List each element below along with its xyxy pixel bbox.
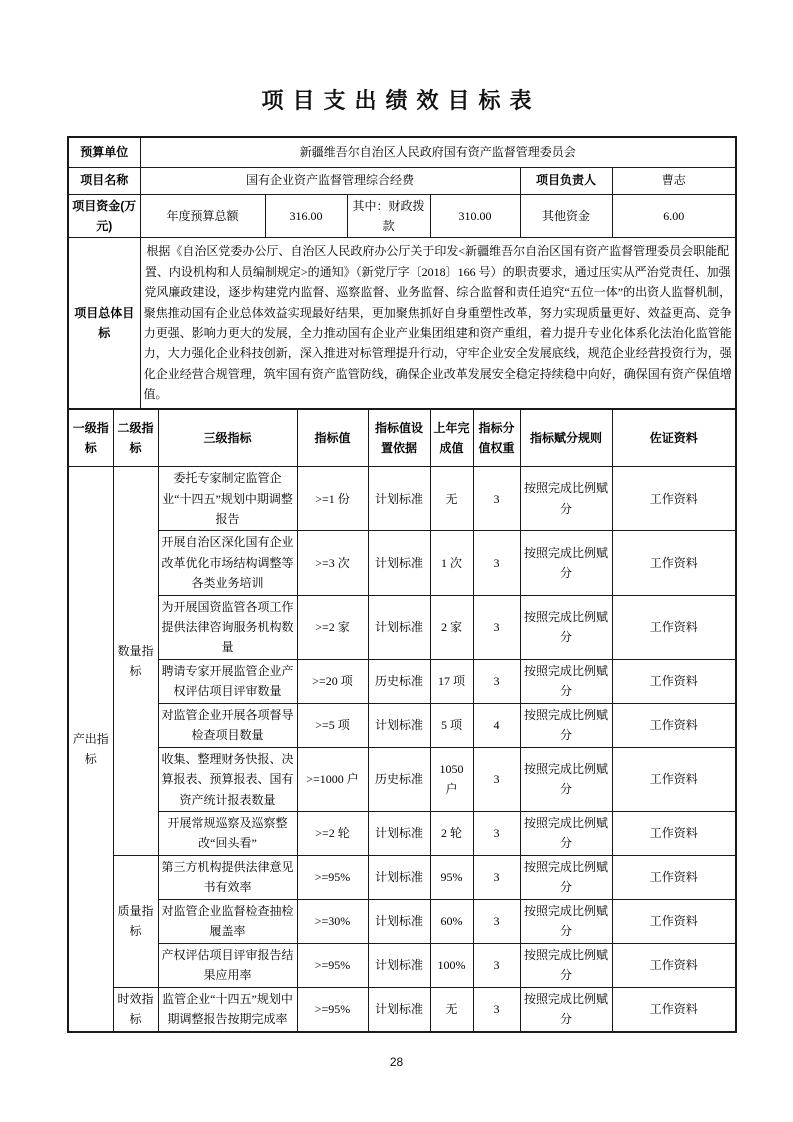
budget-unit-label: 预算单位 [68,137,140,167]
level3-indicator-cell: 开展常规巡察及巡察整改“回头看” [158,811,297,855]
indicator-row [68,659,736,703]
basis-cell: 计划标准 [368,987,430,1031]
rule-cell: 按照完成比例赋分 [520,899,612,943]
last-year-cell: 95% [430,855,473,899]
evidence-cell: 工作资料 [612,811,736,855]
rule-cell: 按照完成比例赋分 [520,987,612,1031]
overall-goal-row [68,238,736,409]
last-year-cell: 5 项 [430,703,473,747]
project-name-row [68,167,736,194]
basis-cell: 计划标准 [368,467,430,531]
column-header-level1: 一级指标 [68,409,113,467]
evidence-cell: 工作资料 [612,855,736,899]
indicator-row [68,943,736,987]
fiscal-allocation-label: 其中：财政拨款 [347,194,430,238]
level3-indicator-cell: 为开展国资监管各项工作提供法律咨询服务机构数量 [158,595,297,659]
indicator-row [68,595,736,659]
level1-indicator-output: 产出指标 [68,467,113,1032]
project-info-table [67,136,737,410]
indicator-row [68,703,736,747]
annual-budget-value: 316.00 [265,194,347,238]
indicator-value-cell: >=20 项 [297,659,368,703]
last-year-cell: 2 轮 [430,811,473,855]
weight-cell: 4 [473,703,520,747]
last-year-cell: 1050 户 [430,747,473,811]
rule-cell: 按照完成比例赋分 [520,747,612,811]
indicator-value-cell: >=95% [297,943,368,987]
evidence-cell: 工作资料 [612,747,736,811]
weight-cell: 3 [473,811,520,855]
indicator-value-cell: >=95% [297,855,368,899]
indicator-header-row [68,409,736,467]
weight-cell: 3 [473,595,520,659]
indicator-value-cell: >=3 次 [297,531,368,595]
evidence-cell: 工作资料 [612,467,736,531]
basis-cell: 历史标准 [368,659,430,703]
evidence-cell: 工作资料 [612,899,736,943]
evidence-cell: 工作资料 [612,987,736,1031]
level3-indicator-cell: 收集、整理财务快报、决算报表、预算报表、国有资产统计报表数量 [158,747,297,811]
basis-cell: 计划标准 [368,899,430,943]
rule-cell: 按照完成比例赋分 [520,467,612,531]
weight-cell: 3 [473,747,520,811]
level3-indicator-cell: 开展自治区深化国有企业改革优化市场结构调整等各类业务培训 [158,531,297,595]
indicator-row [68,855,736,899]
indicator-value-cell: >=1 份 [297,467,368,531]
indicator-row [68,899,736,943]
column-header-level3: 三级指标 [158,409,297,467]
indicator-value-cell: >=5 项 [297,703,368,747]
weight-cell: 3 [473,531,520,595]
basis-cell: 计划标准 [368,595,430,659]
last-year-cell: 100% [430,943,473,987]
level2-indicator-quantity: 数量指标 [113,467,158,856]
fiscal-allocation-value: 310.00 [430,194,520,238]
evidence-cell: 工作资料 [612,943,736,987]
page-number: 28 [389,1054,404,1069]
indicator-row [68,987,736,1031]
level3-indicator-cell: 第三方机构提供法律意见书有效率 [158,855,297,899]
level3-indicator-cell: 产权评估项目评审报告结果应用率 [158,943,297,987]
level3-indicator-cell: 聘请专家开展监管企业产权评估项目评审数量 [158,659,297,703]
weight-cell: 3 [473,659,520,703]
basis-cell: 计划标准 [368,703,430,747]
project-name-label: 项目名称 [68,167,140,194]
basis-cell: 计划标准 [368,531,430,595]
evidence-cell: 工作资料 [612,659,736,703]
rule-cell: 按照完成比例赋分 [520,659,612,703]
indicator-row [68,531,736,595]
indicator-value-cell: >=1000 户 [297,747,368,811]
project-name-value: 国有企业资产监督管理综合经费 [140,167,520,194]
last-year-cell: 2 家 [430,595,473,659]
basis-cell: 计划标准 [368,943,430,987]
column-header-evidence: 佐证资料 [612,409,736,467]
last-year-cell: 1 次 [430,531,473,595]
performance-indicator-table [67,408,737,1033]
rule-cell: 按照完成比例赋分 [520,943,612,987]
indicator-value-cell: >=2 家 [297,595,368,659]
weight-cell: 3 [473,987,520,1031]
indicator-row [68,467,736,531]
indicator-row [68,747,736,811]
rule-cell: 按照完成比例赋分 [520,811,612,855]
project-leader-label: 项目负责人 [520,167,612,194]
project-leader-value: 曹志 [612,167,736,194]
indicator-row [68,811,736,855]
basis-cell: 计划标准 [368,855,430,899]
indicator-value-cell: >=2 轮 [297,811,368,855]
rule-cell: 按照完成比例赋分 [520,703,612,747]
weight-cell: 3 [473,855,520,899]
level3-indicator-cell: 委托专家制定监管企业“十四五”规划中期调整报告 [158,467,297,531]
column-header-basis: 指标值设置依据 [368,409,430,467]
overall-goal-text: 根据《自治区党委办公厅、自治区人民政府办公厅关于印发<新疆维吾尔自治区国有资产监督管理委员会职能配置、内设机构和人员编制规定>的通知》（新党厅字〔2018〕166 号）的职责要求，通过压实从严治党责任、加强党风廉政建设，逐步构建党内监督、巡察监督、业务监督、综合监督和责任追究“五位一体”的出资人监督机制，聚焦推动国有企业总体效益实现最好结果，更加聚焦抓好自身重塑性改革，努力实现质量更好、效益更高、竞争力更强、影响力更大的发展，全力推动国有企业产业集团组建和资产重组，着力提升专业化体系化法治化监管能力，大力强化企业科技创新，深入推进对标管理提升行动，守牢企业安全发展底线，规范企业经营投资行为，强化企业经营合规管理，筑牢国有资产监管防线，确保企业改革发展安全稳定持续稳中向好，确保国有资产保值增值。 [140,238,736,409]
other-funds-label: 其他资金 [520,194,612,238]
basis-cell: 历史标准 [368,747,430,811]
last-year-cell: 60% [430,899,473,943]
level3-indicator-cell: 对监管企业开展各项督导检查项目数量 [158,703,297,747]
basis-cell: 计划标准 [368,811,430,855]
evidence-cell: 工作资料 [612,595,736,659]
level3-indicator-cell: 监管企业“十四五”规划中期调整报告按期完成率 [158,987,297,1031]
project-funds-label: 项目资金(万元) [68,194,140,238]
rule-cell: 按照完成比例赋分 [520,855,612,899]
last-year-cell: 无 [430,467,473,531]
column-header-rule: 指标赋分规则 [520,409,612,467]
annual-budget-label: 年度预算总额 [140,194,265,238]
budget-unit-value: 新疆维吾尔自治区人民政府国有资产监督管理委员会 [140,137,736,167]
level2-indicator-quality: 质量指标 [113,855,158,987]
indicator-value-cell: >=95% [297,987,368,1031]
evidence-cell: 工作资料 [612,531,736,595]
level2-indicator-timeliness: 时效指标 [113,987,158,1031]
budget-unit-row [68,137,736,167]
indicator-value-cell: >=30% [297,899,368,943]
column-header-value: 指标值 [297,409,368,467]
overall-goal-label: 项目总体目标 [68,238,140,409]
weight-cell: 3 [473,899,520,943]
last-year-cell: 17 项 [430,659,473,703]
document-title: 项目支出绩效目标表 [261,88,541,113]
column-header-weight: 指标分值权重 [473,409,520,467]
level3-indicator-cell: 对监管企业监督检查抽检履盖率 [158,899,297,943]
evidence-cell: 工作资料 [612,703,736,747]
rule-cell: 按照完成比例赋分 [520,531,612,595]
project-funds-row [68,194,736,238]
weight-cell: 3 [473,943,520,987]
column-header-last-year: 上年完成值 [430,409,473,467]
rule-cell: 按照完成比例赋分 [520,595,612,659]
weight-cell: 3 [473,467,520,531]
other-funds-value: 6.00 [612,194,736,238]
column-header-level2: 二级指标 [113,409,158,467]
last-year-cell: 无 [430,987,473,1031]
